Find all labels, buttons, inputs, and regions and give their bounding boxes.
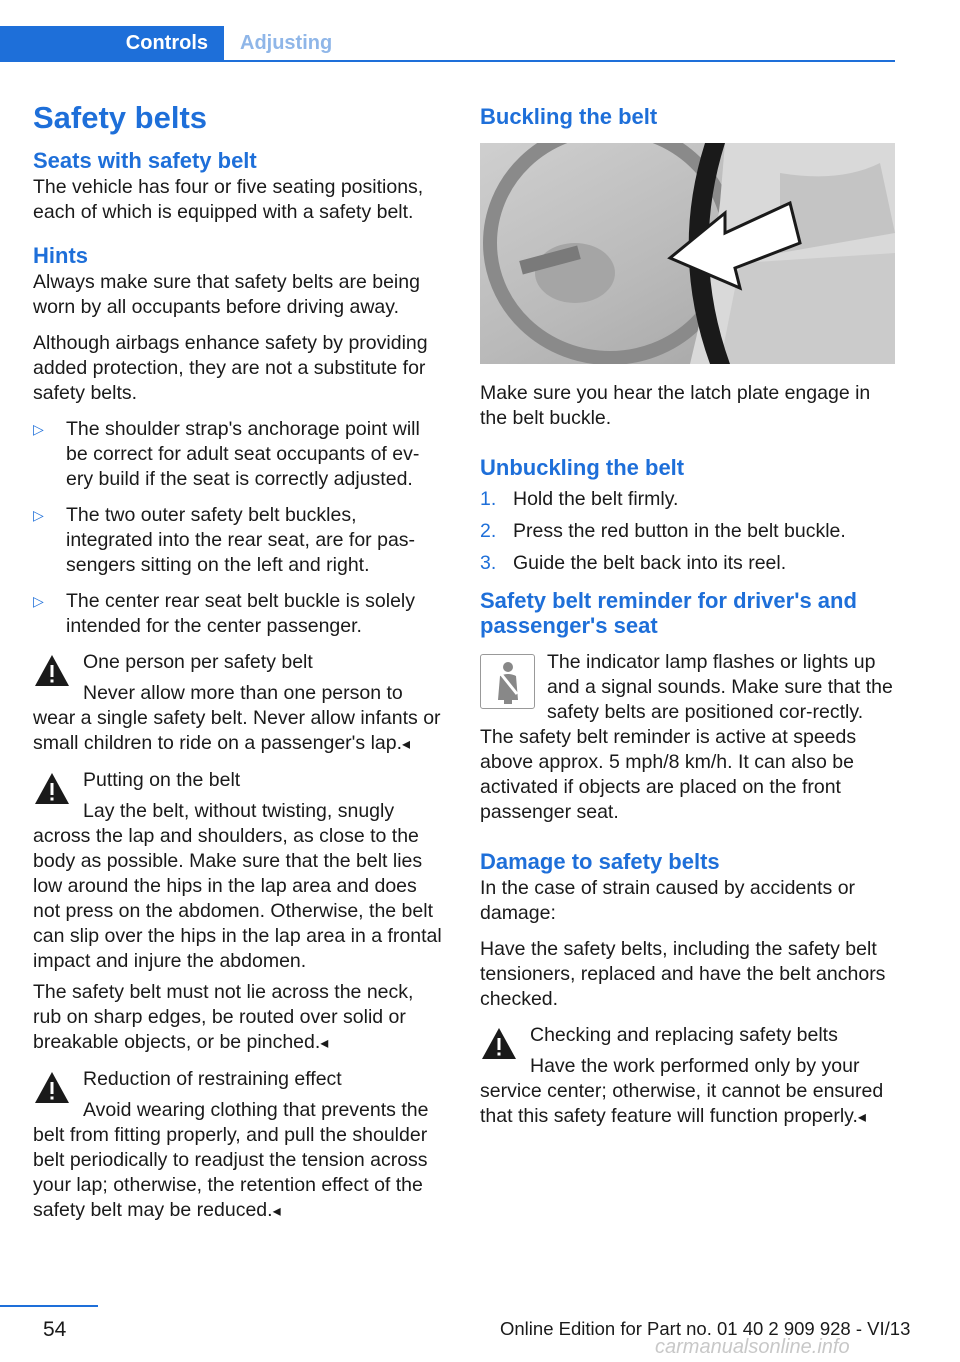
reminder-heading: Safety belt reminder for driver's and passenger's seat	[480, 588, 857, 638]
left-column	[33, 98, 445, 1235]
warning-title: Reduction of restraining effect	[83, 1068, 342, 1090]
warning-triangle-icon	[33, 652, 71, 690]
list-item: 1. Hold the belt firmly.	[480, 488, 679, 510]
damage-paragraph-2: Have the safety belts, including the safety belt tensioners, replaced and have the belt anchors checked.	[480, 938, 886, 1010]
warning-checking	[480, 1023, 895, 1130]
warning-triangle-icon	[33, 770, 71, 808]
list-item: ▷ The shoulder strap's anchorage point will be correct for adult seat occupants of ev-ery build if the seat is correctly adjusted.	[33, 418, 420, 490]
hints-list	[33, 417, 445, 639]
end-marker-icon: ◂	[402, 736, 411, 753]
triangle-bullet-icon: ▷	[33, 421, 44, 437]
end-marker-icon: ◂	[272, 1203, 281, 1220]
right-column	[480, 98, 895, 1141]
tab-adjusting[interactable]: Adjusting	[240, 31, 333, 54]
warning-text: Lay the belt, without twisting, snugly across the lap and shoulders, as close to the body as possible. Make sure that the belt lies low around the hips in the lap area and does not press on the abdomen. Otherwise, the belt can slip over the hips in the lap area in a frontal impact and injure the abdomen.	[33, 800, 442, 972]
warning-putting-on	[33, 768, 445, 1056]
page-title: Safety belts	[33, 100, 208, 135]
list-item: ▷ The two outer safety belt buckles, integrated into the rear seat, are for pas-sengers sitting on the left and right.	[33, 504, 416, 576]
footer-rule	[0, 1305, 98, 1307]
unbuckling-steps	[480, 487, 895, 576]
end-marker-icon: ◂	[857, 1109, 866, 1126]
warning-text: Have the work performed only by your service center; otherwise, it cannot be ensured that this safety feature will function properly.	[480, 1055, 884, 1127]
list-item: 2. Press the red button in the belt buckle.	[480, 520, 846, 542]
warning-triangle-icon	[480, 1025, 518, 1063]
triangle-bullet-icon: ▷	[33, 593, 44, 609]
warning-title: One person per safety belt	[83, 651, 313, 673]
warning-text: Avoid wearing clothing that prevents the belt from fitting properly, and pull the shoulder belt periodically to readjust the tension across your lap; otherwise, the retention effect of the safety belt may be reduced.	[33, 1099, 429, 1221]
watermark: carmanualsonline.info	[655, 1336, 850, 1358]
warning-text-2: The safety belt must not lie across the neck, rub on sharp edges, be routed over solid or breakable objects, or be pinched.	[33, 981, 414, 1053]
seats-text: The vehicle has four or five seating positions, each of which is equipped with a safety belt.	[33, 176, 424, 223]
seats-heading: Seats with safety belt	[33, 148, 257, 173]
damage-paragraph-1: In the case of strain caused by accidents or damage:	[480, 877, 856, 924]
warning-title: Checking and replacing safety belts	[530, 1024, 838, 1046]
list-item: 3. Guide the belt back into its reel.	[480, 552, 787, 574]
seat-belt-photo	[480, 143, 895, 364]
hints-heading: Hints	[33, 243, 88, 268]
header-tabs	[0, 26, 895, 62]
reminder-text: The indicator lamp flashes or lights up and a signal sounds. Make sure that the safety belts are positioned cor-rectly. The safety belt reminder is active at speeds above approx. 5 mph/8 km/h. It can also be activated if objects are placed on the front passenger seat.	[480, 651, 893, 823]
warning-title: Putting on the belt	[83, 769, 241, 791]
buckling-text: Make sure you hear the latch plate engage in the belt buckle.	[480, 382, 871, 429]
warning-one-person	[33, 650, 445, 757]
page-number: 54	[43, 1318, 67, 1341]
warning-text: Never allow more than one person to wear a single safety belt. Never allow infants or small children to ride on a passenger's lap.	[33, 682, 441, 754]
end-marker-icon: ◂	[320, 1035, 329, 1052]
seatbelt-indicator-icon	[480, 654, 535, 709]
list-item: ▷ The center rear seat belt buckle is solely intended for the center passenger.	[33, 590, 416, 637]
buckling-heading: Buckling the belt	[480, 104, 658, 129]
hints-paragraph-2: Although airbags enhance safety by providing added protection, they are not a substitute for safety belts.	[33, 332, 428, 404]
reminder-block	[480, 650, 895, 825]
tab-controls[interactable]: Controls	[0, 26, 224, 60]
unbuckling-heading: Unbuckling the belt	[480, 455, 685, 480]
triangle-bullet-icon: ▷	[33, 507, 44, 523]
warning-triangle-icon	[33, 1069, 71, 1107]
damage-heading: Damage to safety belts	[480, 849, 720, 874]
hints-paragraph-1: Always make sure that safety belts are being worn by all occupants before driving away.	[33, 271, 420, 318]
warning-restraining	[33, 1067, 445, 1224]
footer-edition: Online Edition for Part no. 01 40 2 909 928 - VI/13	[500, 1318, 911, 1339]
